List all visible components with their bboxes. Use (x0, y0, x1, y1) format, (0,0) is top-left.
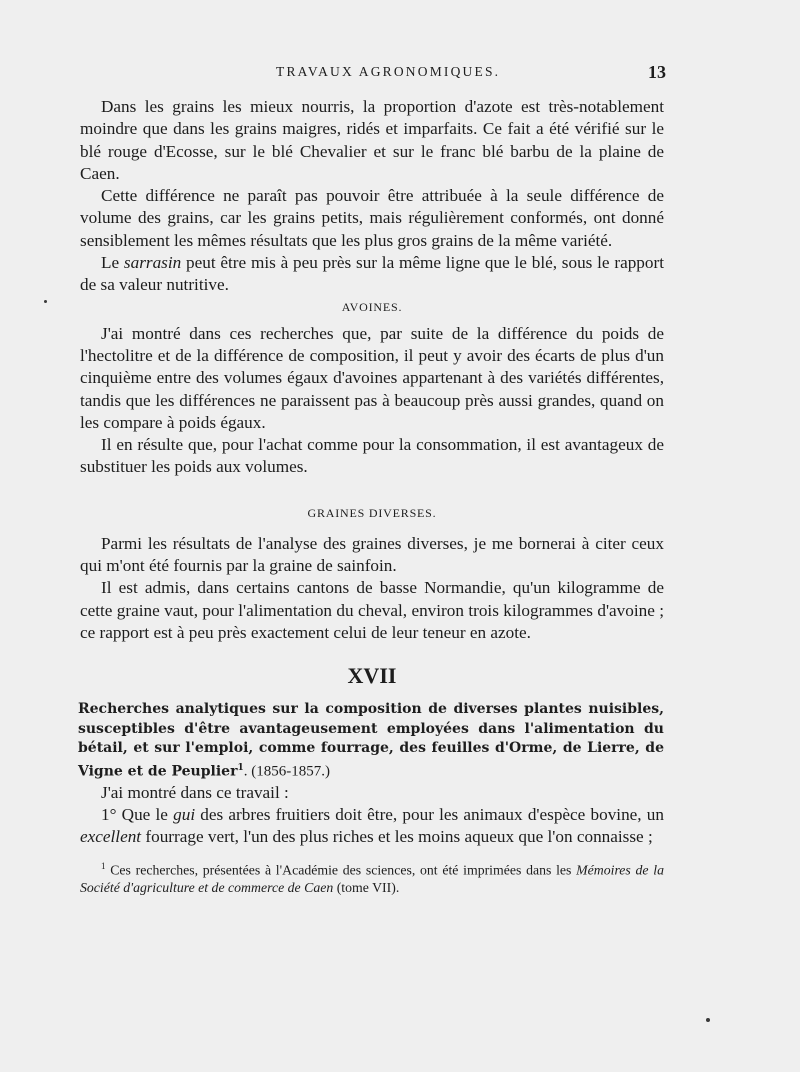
section-heading-graines: GRAINES DIVERSES. (307, 505, 437, 520)
section-heading-avoines: AVOINES. (341, 299, 403, 314)
footnote-ref: 1 (237, 762, 244, 773)
paper-speck (706, 1018, 710, 1022)
page-number: 13 (648, 62, 666, 82)
sarrasin-italic: sarrasin (123, 253, 182, 273)
chapter-item-1 (80, 804, 664, 849)
item1-excellent: excellent (80, 827, 142, 847)
paragraph-avoines-1: J'ai montré dans ces recherches que, par suite de la différence du poids de l'hectolitre et de la différence de composition, il peut y avoir des écarts de plus d'un cinquième entre des volumes égaux d'avoines appartenant à des variétés différentes, tandis que les différences ne paraissent pas à beaucoup près aussi grandes, quand on les compare à poids égaux. (80, 323, 664, 432)
chapter-date: . (1856-1857.) (243, 763, 330, 780)
item1-part-a: 1° Que le (101, 805, 174, 825)
footnote-italic: Mémoires de la Société d'agriculture et de commerce de Caen (80, 862, 664, 896)
paragraph-graines-1: Parmi les résultats de l'analyse des graines diverses, je me bornerai à citer ceux qui m'ont été fournis par la graine de sainfoin. (80, 533, 664, 576)
paragraph-avoines-2: Il en résulte que, pour l'achat comme pour la consommation, il est avantageux de substituer les poids aux volumes. (80, 435, 664, 477)
footnote-part-a: Ces recherches, présentées à l'Académie des sciences, ont été imprimées dans les (105, 862, 577, 878)
paragraph-sarrasin (80, 252, 664, 297)
paragraph-graines-2: Il est admis, dans certains cantons de basse Normandie, qu'un kilogramme de cette graine vaut, pour l'alimentation du cheval, environ trois kilogrammes d'avoine ; ce rapport est à peu près exactement celui de leur teneur en azote. (80, 578, 664, 642)
footnote-text (80, 857, 664, 898)
chapter-intro: J'ai montré dans ce travail : (101, 782, 289, 802)
footnote-part-b: (tome VII). (333, 880, 400, 896)
paragraph-grains-nourris: Dans les grains les mieux nourris, la proportion d'azote est très-notablement moindre que dans les grains maigres, ridés et imparfaits. Ce fait a été vérifié sur le blé rouge d'Ecosse, sur le blé Chevalier et sur le franc blé barbu de la plaine de Caen. (80, 97, 664, 183)
paragraph-difference-volume: Cette différence ne paraît pas pouvoir être attribuée à la seule différence de volume des grains, car les grains petits, mais régulièrement conformés, ont donné sensiblement les mêmes résultats que les plus gros grains de la même variété. (80, 186, 664, 250)
footnote (80, 857, 664, 898)
item1-part-b: des arbres fruitiers doit être, pour les animaux d'espèce bovine, un (195, 805, 664, 825)
running-title: TRAVAUX AGRONOMIQUES. (276, 64, 501, 79)
footnote-mark: 1 (101, 860, 106, 871)
item1-gui: gui (173, 805, 196, 825)
paper-speck (44, 300, 47, 303)
chapter-title-text: Recherches analytiques sur la composition de diverses plantes nuisibles, susceptibles d'être avantageusement employées dans l'alimentation du bétail, et sur l'emploi, comme fourrage, des feuilles d'Orme, de Lierre, de Vigne et de Peuplier (78, 701, 664, 780)
sarrasin-before: Le (101, 253, 124, 273)
sarrasin-after: peut être mis à peu près sur la même ligne que le blé, sous le rapport de sa valeur nutritive. (80, 253, 664, 295)
page-header (0, 62, 800, 86)
chapter-number: XVII (347, 663, 397, 689)
page-body (80, 96, 664, 897)
chapter-title (78, 700, 664, 782)
item1-part-c: fourrage vert, l'un des plus riches et les moins aqueux que l'on connaisse ; (141, 827, 653, 847)
